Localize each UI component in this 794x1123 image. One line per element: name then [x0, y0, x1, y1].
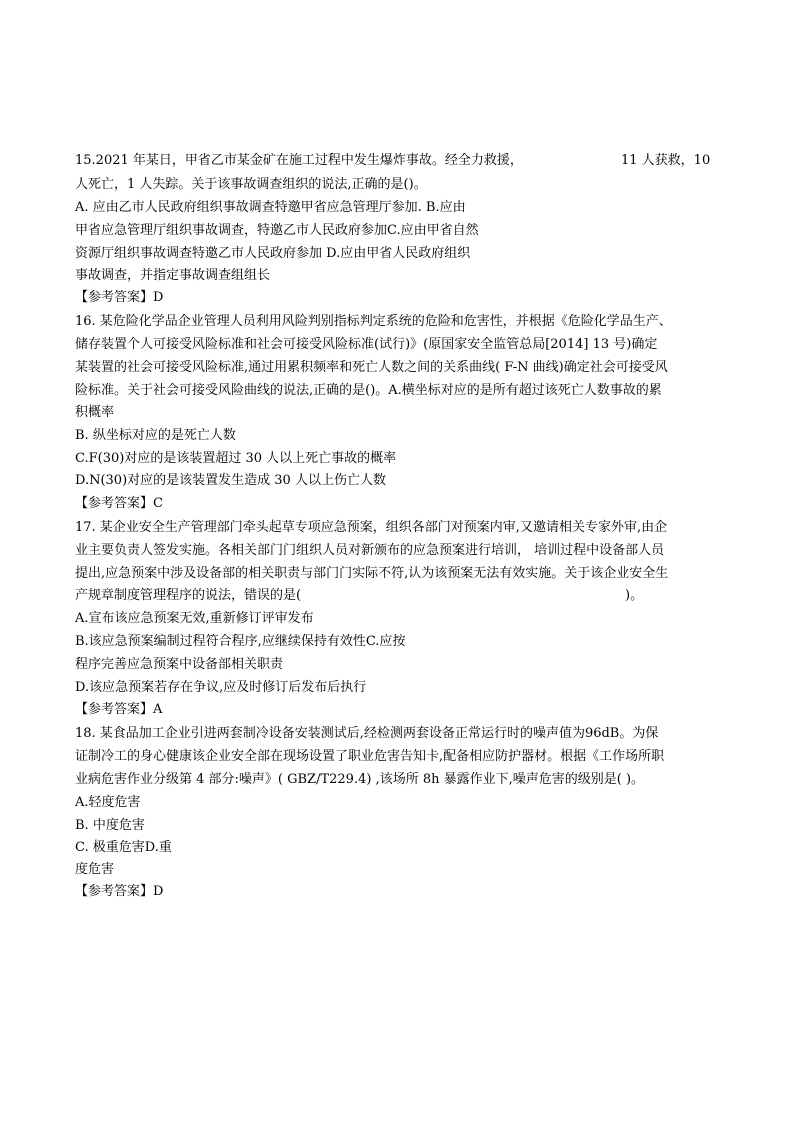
- q16-option-d: D.N(30)对应的是该装置发生造成 30 人以上伤亡人数: [75, 473, 386, 488]
- q16-answer: 【参考答案】C: [75, 496, 163, 511]
- q17-option-a: A.宣布该应急预案无效,重新修订评审发布: [75, 611, 314, 626]
- q17-line-4-tail: )。: [625, 588, 644, 603]
- q18-line-1: 18. 某食品加工企业引进两套制冷设备安装测试后,经检测两套设备正常运行时的噪声值为96dB。为保: [75, 726, 659, 741]
- q18-option-c: C. 极重危害D.重: [75, 840, 172, 855]
- q17-line-1: 17. 某企业安全生产管理部门牵头起草专项应急预案，组织各部门对预案内审,又邀请相关专家外审,由企: [75, 520, 668, 535]
- q15-option-c: 资源厅组织事故调查特邀乙市人民政府参加 D.应由甲省人民政府组织: [75, 246, 471, 261]
- q15-line-2: 人死亡，1 人失踪。关于该事故调查组织的说法,正确的是()。: [75, 177, 427, 192]
- q15-answer: 【参考答案】D: [75, 290, 164, 305]
- q16-line-2: 储存装置个人可接受风险标准和社会可接受风险标准(试行)》(原国家安全监管总局[2014] 13 号)确定: [75, 337, 658, 352]
- q15-line-1: 15.2021 年某日，甲省乙市某金矿在施工过程中发生爆炸事故。经全力救援，: [75, 153, 523, 168]
- q17-line-4: 产规章制度管理程序的说法，错误的是(: [75, 588, 302, 603]
- q17-option-b: B.该应急预案编制过程符合程序,应继续保持有效性C.应按: [75, 634, 406, 649]
- q18-line-2: 证制冷工的身心健康该企业安全部在现场设置了职业危害告知卡,配备相应防护器材。根据《工作场所职: [75, 749, 665, 764]
- q16-option-b: B. 纵坐标对应的是死亡人数: [75, 428, 236, 443]
- q15-line-1-tail: 11 人获救，10: [621, 153, 711, 168]
- q16-option-c: C.F(30)对应的是该装置超过 30 人以上死亡事故的概率: [75, 451, 397, 466]
- q16-line-5: 积概率: [75, 405, 115, 420]
- q16-line-3: 某装置的社会可接受风险标准,通过用累积频率和死亡人数之间的关系曲线( F-N 曲线)确定社会可接受风: [75, 360, 668, 375]
- q18-option-d: 度危害: [75, 862, 115, 877]
- q18-option-a: A.轻度危害: [75, 795, 141, 810]
- q17-line-2: 业主要负责人签发实施。各相关部门门组织人员对新颁布的应急预案进行培训， 培训过程中设备部人员: [75, 543, 665, 558]
- q15-option-b: 甲省应急管理厅组织事故调查，特邀乙市人民政府参加C.应由甲省自然: [75, 223, 479, 238]
- q18-answer: 【参考答案】D: [75, 884, 164, 899]
- q16-line-1: 16. 某危险化学品企业管理人员利用风险判别指标判定系统的危险和危害性，并根据《危险化学品生产、: [75, 314, 672, 329]
- q17-option-c: 程序完善应急预案中设备部相关职责: [75, 657, 284, 672]
- q17-line-3: 提出,应急预案中涉及设备部的相关职责与部门门实际不符,认为该预案无法有效实施。关于该企业安全生: [75, 566, 669, 581]
- q18-line-3: 业病危害作业分级第 4 部分:噪声》( GBZ/T229.4) ,该场所 8h 暴露作业下,噪声危害的级别是( )。: [75, 772, 645, 787]
- q15-option-a: A. 应由乙市人民政府组织事故调查特邀甲省应急管理厅参加. B.应由: [75, 200, 466, 215]
- q18-option-b: B. 中度危害: [75, 818, 145, 833]
- q17-answer: 【参考答案】A: [75, 702, 163, 717]
- q15-option-d: 事故调查，并指定事故调查组组长: [75, 268, 271, 283]
- q16-line-4: 险标准。关于社会可接受风险曲线的说法,正确的是()。A.横坐标对应的是所有超过该死亡人数事故的累: [75, 383, 662, 398]
- q17-option-d: D.该应急预案若存在争议,应及时修订后发布后执行: [75, 680, 367, 695]
